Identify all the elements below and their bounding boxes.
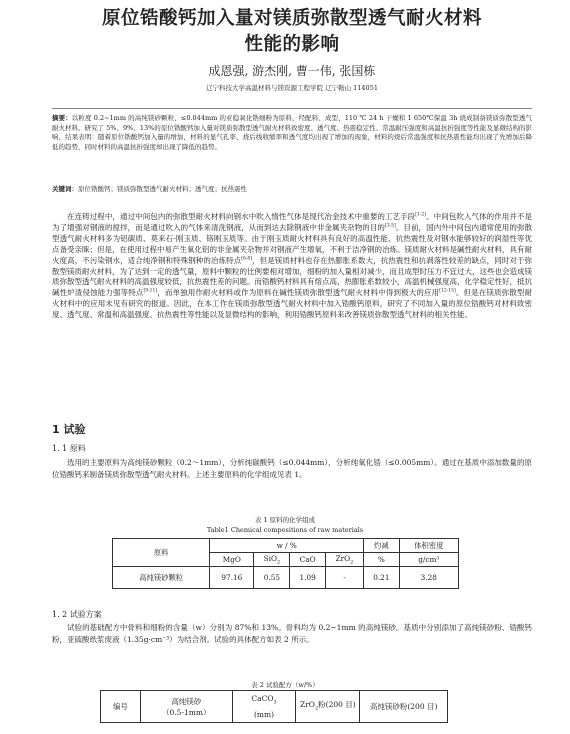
table-row xyxy=(113,567,459,589)
table1-header-density: 体积密度 xyxy=(399,539,458,553)
intro-text: 。中间包吹入气体的作用并不是为了增强对钢液的搅拌，而是通过吹入的气体来清洗钢液，从而到达去除钢液中非金属夹杂物的目的 xyxy=(52,212,533,232)
citation: [6-8] xyxy=(241,256,252,262)
intro-text: 。目前，国内外中间包内通常使用的弥散型透气耐火材料多为铝碳质、莫来石-刚玉质、铬刚玉质等。由于刚玉质耐火材料具有良好的高温性能、抗热震性及对钢水能够较好的润湿性等优点备受亲睐；但是，在使用过程中易产生氧化铝的非金属夹杂物并对钢液产生增氧，不利于洁净钢的冶炼。镁质耐火材料是碱性耐火材料，具有耐火度高，不污染钢水，适合纯净钢和特殊钢种的冶炼特点 xyxy=(52,222,533,265)
table1-header-cao: CaO xyxy=(290,553,326,567)
intro-text: ，而单独用作耐火材料或作为原料在碱性镁质弥散型透气耐火材料中得到极大的应用 xyxy=(157,288,440,298)
section-1-2-heading: 1. 2 试验方案 xyxy=(52,610,102,619)
citation: [1-2] xyxy=(415,212,427,218)
table1-header-w: w / % xyxy=(210,539,364,553)
table1-header-mgo: MgO xyxy=(210,553,254,567)
keywords xyxy=(52,184,532,193)
authors: 成恩强, 游杰刚, 曹一伟, 张国栋 xyxy=(208,64,376,78)
table2-header-caco3-unit: (mm) xyxy=(253,709,275,719)
table1-caption-en: Table1 Chemical compositions of raw materials xyxy=(206,526,364,534)
table-1 xyxy=(112,538,459,589)
table1-header-loss: 灼减 xyxy=(364,539,400,553)
table2-header-caco3: CaCO$_3$ (mm) xyxy=(232,691,296,723)
table2-header-caco3-label: CaCO xyxy=(251,694,274,704)
table2-header-zro2: ZrO$_2$粉(200 目) xyxy=(296,691,360,723)
table1-cell-density: 3.28 xyxy=(399,567,458,589)
table1-header-zro2: ZrO$_2$ xyxy=(325,553,363,567)
table1-header-sio2: SiO$_2$ xyxy=(254,553,290,567)
section-1-1-text: 选用的主要原料为高纯镁砂颗粒（0.2～1mm），分析纯碳酸钙（≤0.044mm），分析纯氧化锆（≤0.005mm）。通过在基质中添加数量的原位锆酸钙来制备镁质弥散型透气耐火材料。上述主要原料的化学组成见表 1。 xyxy=(52,458,532,479)
table1-cell-loss: 0.21 xyxy=(364,567,400,589)
section-1-heading: 1 试验 xyxy=(52,423,86,436)
intro-text: 。但是在镁质弥散型耐火材料中的应用未见有研究的报道。因此，在本工作在镁质弥散型透气耐火材料中加入锆酸钙原料，研究了不同加入量的原位锆酸钙对材料致密度、透气度、常温和高温强度、抗热震性等性能以及显微结构的影响，利用锆酸钙原料来改善镁质弥散型透气材料的相关性能。 xyxy=(52,288,533,320)
table1-cell-zro2: - xyxy=(325,567,363,589)
title-line-2: 性能的影响 xyxy=(244,34,340,55)
abstract xyxy=(52,114,532,152)
citation: [9-11] xyxy=(143,288,158,294)
header-rule xyxy=(52,108,532,109)
citation: [3-5] xyxy=(385,223,396,229)
table1-cell-sio2: 0.55 xyxy=(254,567,290,589)
keywords-text: 原位锆酸钙；镁质弥散型透气耐火材料；透气度；抗热震性 xyxy=(78,185,247,193)
table1-header-loss-unit: % xyxy=(364,553,400,567)
table-2 xyxy=(100,690,448,723)
paper-title xyxy=(52,6,532,58)
section-1-2-text: 试验的基础配方中骨料和细粉的含量（w）分别为 87%和 13%。骨料均为 0.2~1mm 的高纯镁砂。基质中分别添加了高纯镁砂粉、锆酸钙粉，亚硫酸纸浆废液（1.35g·cm⁻³）为结合剂。试验的具体配方如表 2 所示。 xyxy=(52,623,532,644)
table1-caption-cn: 表 1 原料的化学组成 xyxy=(254,516,316,524)
title-line-1: 原位锆酸钙加入量对镁质弥散型透气耐火材料 xyxy=(101,8,482,29)
table1-header-material: 原料 xyxy=(113,539,210,567)
intro-text: ，但是镁质材料也存在热膨胀系数大，抗热震性和抗剥落性较差的缺点，同时对于弥散型镁质耐火材料，为了达到一定的透气量，原料中颗粒的比例要相对增加，细粉的加入量相对减少，而且成型时压力不宜过大，这些也会造成镁质弥散型透气耐火材料的高温强度较低，抗热震性差的问题。而锆酸钙材料具有熔点高，热膨胀系数较小，高温机械强度高，化学稳定性好，抵抗碱性炉渣侵蚀能力强等特点 xyxy=(52,255,533,298)
affiliation: 辽宁科技大学高温材料与镁资源工程学院 辽宁鞍山 114051 xyxy=(206,84,378,92)
table2-header-mgo-grain-size: （0.5-1mm） xyxy=(162,707,211,717)
abstract-text: 以粒度 0.2~1mm 的高纯镁砂颗粒、≤0.044mm 的亚稳氧化锆细粉为原料，经配料、成型、110 ℃ 24 h 干燥和 1 650℃保温 3h 烧成制备镁质弥散型透气耐火材料。研究了 5%、9%、13%的原位锆酸钙加入量对镁质弥散型透气耐火材料致密度、透气度、热震稳定性、常温耐压强度和高温抗折强度等性能及显微结构的影响，结果表明：随着原位锆酸钙加入量的增加，材料的显气孔率、烧后线收缩率和透气度均出现了增加的现象，材料的烧后常温强度和抗热震性能均出现了先增加后降低的趋势，同时材料的高温抗折强度却出现了降低的趋势。 xyxy=(52,114,532,151)
keywords-label: 关键词： xyxy=(52,185,78,193)
table2-caption: 表 2 试验配方（w/%） xyxy=(251,681,319,689)
section-1-1-heading: 1. 1 原料 xyxy=(52,444,86,453)
table1-cell-material: 高纯镁砂颗粒 xyxy=(113,567,210,589)
abstract-label: 摘要： xyxy=(52,114,72,122)
intro-text: 在连铸过程中，通过中间包内的弥散型耐火材料向钢水中吹入惰性气体是现代冶金技术中重要的工艺手段 xyxy=(67,212,416,221)
table1-cell-mgo: 97.16 xyxy=(210,567,254,589)
citation: [12-15] xyxy=(439,288,456,294)
introduction xyxy=(52,212,532,321)
table1-cell-cao: 1.09 xyxy=(290,567,326,589)
table2-header-mgo-powder: 高纯镁砂粉(200 目) xyxy=(360,691,448,723)
table2-header-no: 编号 xyxy=(101,691,141,723)
table2-header-mgo-grain-label: 高纯镁砂 xyxy=(171,696,202,706)
table2-header-mgo-grain xyxy=(140,691,232,723)
table1-header-density-unit: g/cm³ xyxy=(399,553,458,567)
